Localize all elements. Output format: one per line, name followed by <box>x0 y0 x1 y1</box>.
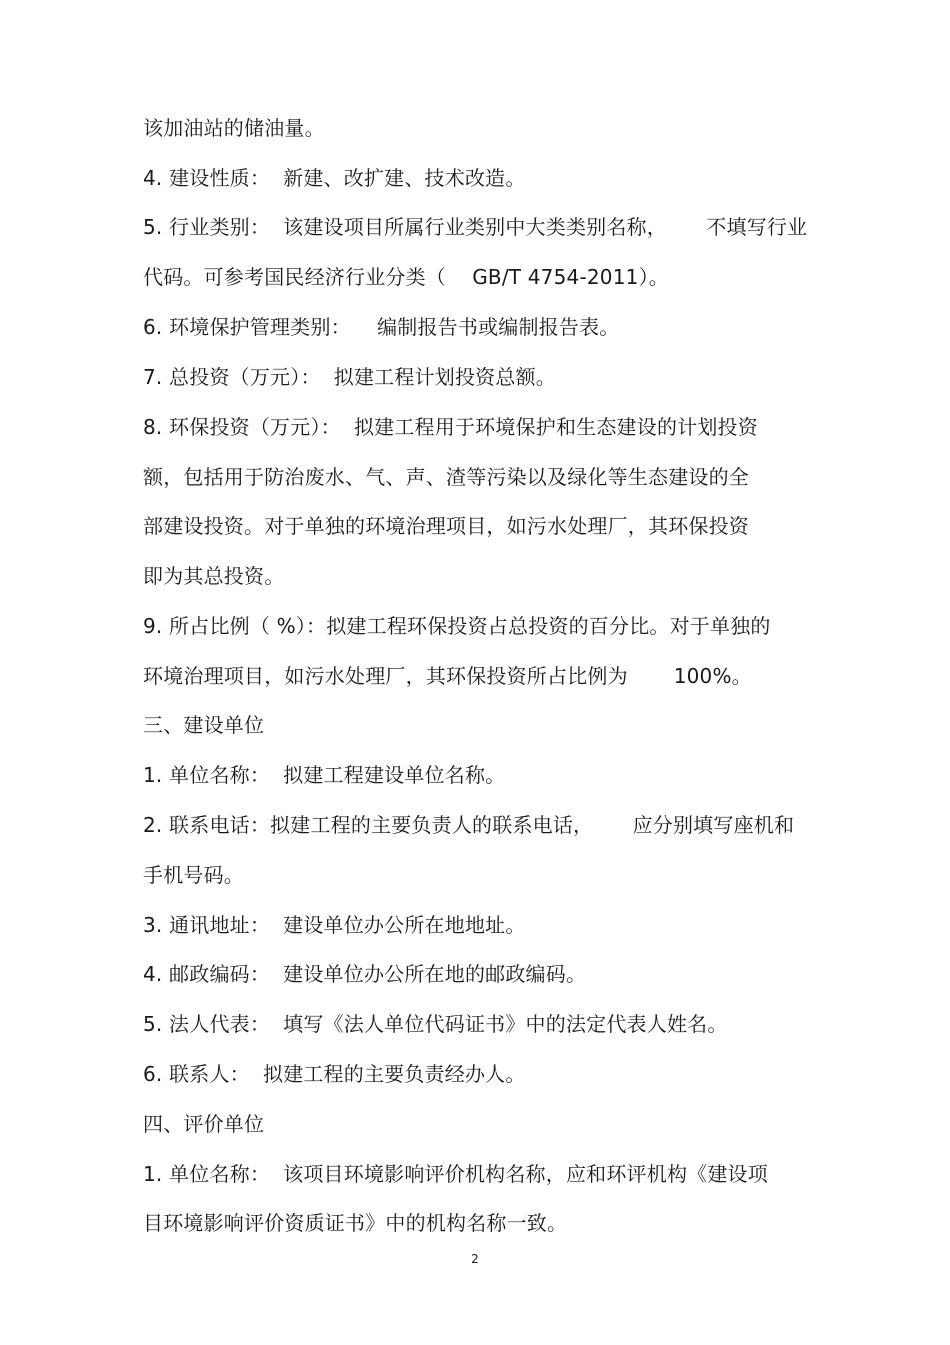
page-number: 2 <box>471 1252 479 1266</box>
text-line: 手机号码。 <box>143 863 244 887</box>
text-line: 1. 单位名称： 该项目环境影响评价机构名称，应和环评机构《建设项 <box>143 1162 768 1186</box>
text-line: 2. 联系电话：拟建工程的主要负责人的联系电话， 应分别填写座机和 <box>143 813 795 837</box>
text-line: 4. 建设性质： 新建、改扩建、技术改造。 <box>143 166 526 190</box>
text-line: 部建设投资。对于单独的环境治理项目，如污水处理厂，其环保投资 <box>143 514 749 538</box>
text-line: 5. 行业类别： 该建设项目所属行业类别中大类类别名称， 不填写行业 <box>143 215 808 239</box>
section-heading: 三、建设单位 <box>143 713 265 737</box>
text-line: 目环境影响评价资质证书》中的机构名称一致。 <box>143 1211 568 1235</box>
text-line: 8. 环保投资（万元）： 拟建工程用于环境保护和生态建设的计划投资 <box>143 415 758 439</box>
text-line: 该加油站的储油量。 <box>143 116 325 140</box>
text-line: 7. 总投资（万元）： 拟建工程计划投资总额。 <box>143 365 556 389</box>
text-line: 额，包括用于防治废水、气、声、渣等污染以及绿化等生态建设的全 <box>143 465 749 489</box>
text-line: 即为其总投资。 <box>143 564 285 588</box>
section-heading: 四、评价单位 <box>143 1112 265 1136</box>
text-line: 6. 环境保护管理类别： 编制报告书或编制报告表。 <box>143 315 620 339</box>
text-line: 5. 法人代表： 填写《法人单位代码证书》中的法定代表人姓名。 <box>143 1012 728 1036</box>
text-line: 6. 联系人： 拟建工程的主要负责经办人。 <box>143 1062 526 1086</box>
text-line: 9. 所占比例（ %）：拟建工程环保投资占总投资的百分比。对于单独的 <box>143 614 771 638</box>
text-line: 1. 单位名称： 拟建工程建设单位名称。 <box>143 763 506 787</box>
text-line: 4. 邮政编码： 建设单位办公所在地的邮政编码。 <box>143 962 587 986</box>
text-line: 3. 通讯地址： 建设单位办公所在地地址。 <box>143 913 526 937</box>
text-line: 代码。可参考国民经济行业分类（ GB/T 4754-2011）。 <box>143 265 669 289</box>
text-line: 环境治理项目，如污水处理厂，其环保投资所占比例为 100%。 <box>143 664 752 688</box>
